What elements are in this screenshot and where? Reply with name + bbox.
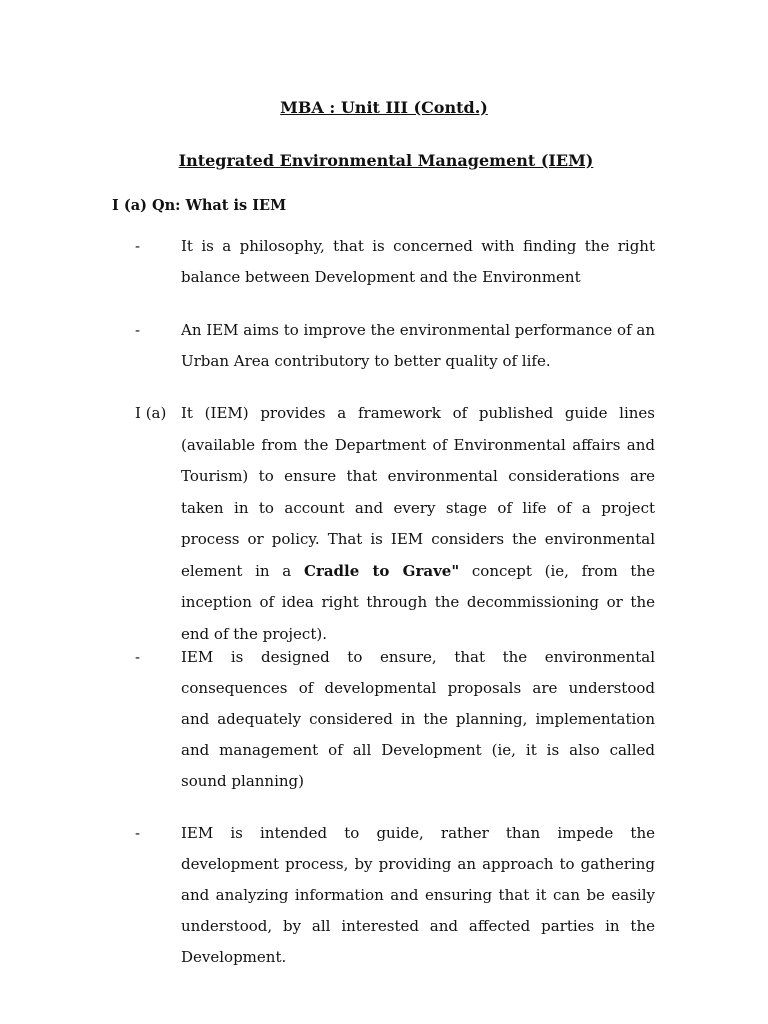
question-heading: I (a) Qn: What is IEM: [112, 197, 287, 214]
item-text: IEM is intended to guide, rather than impede the development process, by providing an approach to gathering and analyzing information and ensuring that it can be easily understood, by all interested and affected parties in the Development.: [181, 824, 655, 966]
bullet-marker: -: [135, 321, 141, 339]
unit-title: MBA : Unit III (Contd.): [280, 98, 488, 117]
bullet-marker: -: [135, 237, 141, 255]
item-text: IEM is designed to ensure, that the environmental consequences of developmental proposals are understood and adequately considered in the planning, implementation and management of all Development (ie, it is also called sound planning): [181, 648, 655, 790]
bullet-marker: -: [135, 824, 141, 842]
item-marker: I (a): [135, 404, 167, 422]
item-text: It is a philosophy, that is concerned with finding the right balance between Development and the Environment: [181, 237, 655, 286]
bold-phrase: Cradle to Grave": [304, 561, 460, 580]
bullet-marker: -: [135, 648, 141, 666]
item-text-before: It (IEM) provides a framework of published guide lines (available from the Department of Environmental affairs and Tourism) to ensure that environmental considerations are taken in to account and every stage of life of a project process or policy. That is IEM considers the environmental element in a: [181, 404, 655, 580]
section-title: Integrated Environmental Management (IEM): [178, 151, 594, 170]
item-text-after: concept (ie, from the inception of idea right through the decommissioning or the end of the project).: [181, 561, 655, 643]
item-text: [181, 398, 655, 650]
item-text: An IEM aims to improve the environmental performance of an Urban Area contributory to better quality of life.: [181, 321, 655, 370]
